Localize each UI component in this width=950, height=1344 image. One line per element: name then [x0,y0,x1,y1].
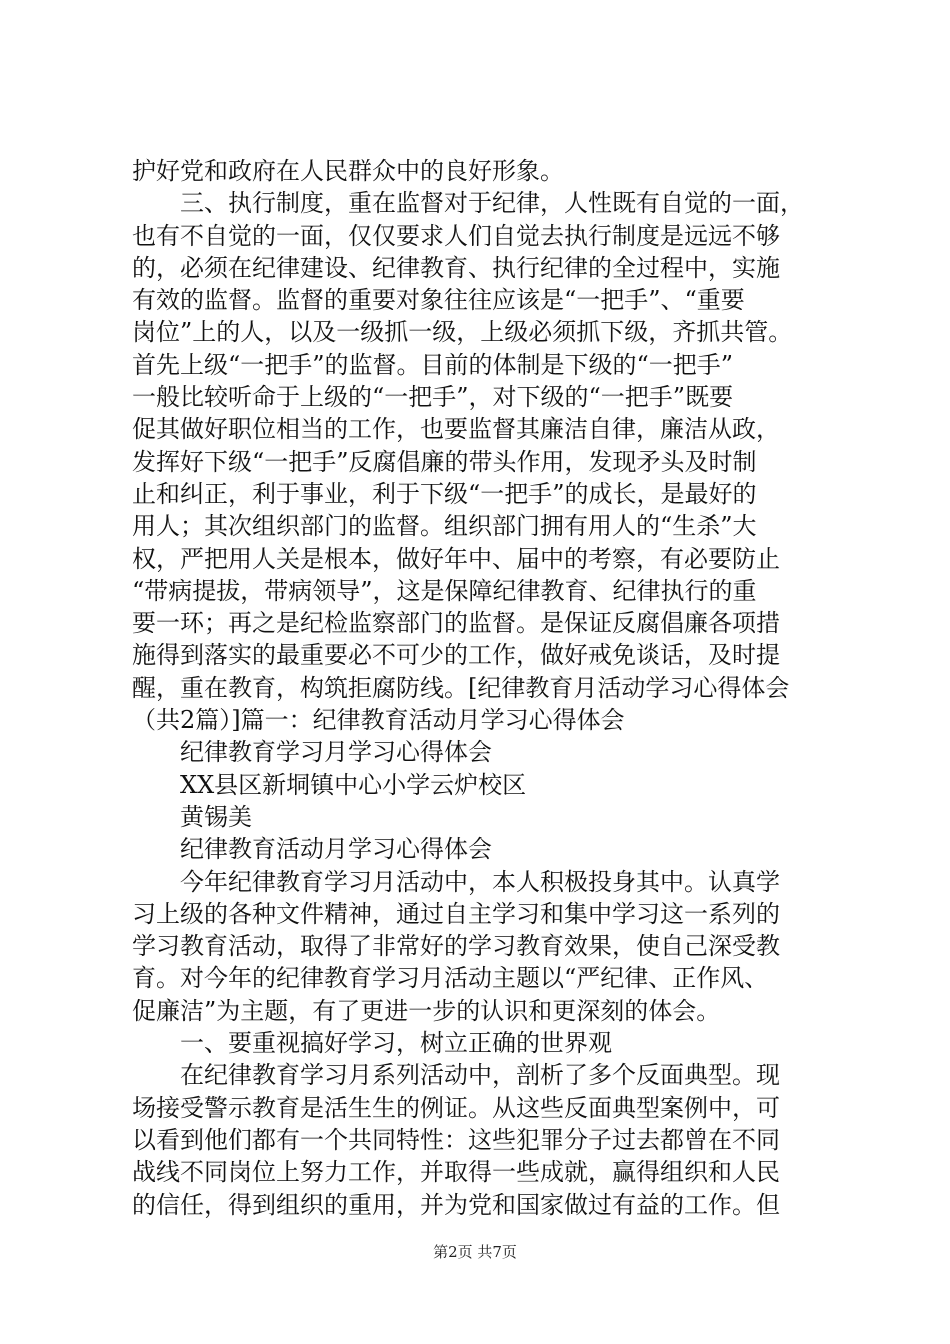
text-line: 的信任，得到组织的重用，并为党和国家做过有益的工作。但 [132,1190,780,1219]
text-line: 一般比较听命于上级的“一把手”，对下级的“一把手”既要 [132,383,734,412]
text-line: 岗位”上的人，以及一级抓一级，上级必须抓下级，齐抓共管。 [132,318,793,347]
text-line: 促廉洁”为主题，有了更进一步的认识和更深刻的体会。 [132,996,721,1025]
text-line: 三、执行制度，重在监督对于纪律，人性既有自觉的一面， [180,189,804,218]
text-line: 也有不自觉的一面，仅仅要求人们自觉去执行制度是远远不够 [132,221,780,250]
text-line: 纪律教育活动月学习心得体会 [180,835,492,864]
text-line: 在纪律教育学习月系列活动中，剖析了多个反面典型。现 [180,1061,780,1090]
text-line: 首先上级“一把手”的监督。目前的体制是下级的“一把手” [132,350,734,379]
text-line: 有效的监督。监督的重要对象往往应该是“一把手”、“重要 [132,286,745,315]
text-line: “带病提拔，带病领导”，这是保障纪律教育、纪律执行的重 [132,576,757,605]
document-body [132,155,832,1221]
text-line: 用人；其次组织部门的监督。组织部门拥有用人的“生杀”大 [132,512,757,541]
text-line: 促其做好职位相当的工作，也要监督其廉洁自律，廉洁从政， [132,415,780,444]
text-line: 施得到落实的最重要必不可少的工作，做好戒免谈话，及时提 [132,641,780,670]
text-line: 一、要重视搞好学习，树立正确的世界观 [180,1029,612,1058]
text-line: 醒，重在教育，构筑拒腐防线。[纪律教育月活动学习心得体会 [132,673,790,702]
text-line: 纪律教育学习月学习心得体会 [180,738,492,767]
text-line: 止和纠正，利于事业，利于下级“一把手”的成长，是最好的 [132,479,757,508]
text-line: 护好党和政府在人民群众中的良好形象。 [132,157,564,185]
text-line: XX县区新垌镇中心小学云炉校区 [180,770,527,799]
text-line: 战线不同岗位上努力工作，并取得一些成就，赢得组织和人民 [132,1158,780,1187]
text-line: 今年纪律教育学习月活动中，本人积极投身其中。认真学 [180,867,780,896]
text-line: 习上级的各种文件精神，通过自主学习和集中学习这一系列的 [132,899,780,928]
text-line: 学习教育活动，取得了非常好的学习教育效果，使自己深受教 [132,932,780,961]
text-line: 发挥好下级“一把手”反腐倡廉的带头作用，发现矛头及时制 [132,447,757,476]
text-line: 权，严把用人关是根本，做好年中、届中的考察，有必要防止 [132,544,780,573]
text-line: 的，必须在纪律建设、纪律教育、执行纪律的全过程中，实施 [132,253,780,282]
text-line: 育。对今年的纪律教育学习月活动主题以“严纪律、正作风、 [132,964,769,993]
text-line: 场接受警示教育是活生生的例证。从这些反面典型案例中，可 [132,1093,780,1122]
text-line: 以看到他们都有一个共同特性：这些犯罪分子过去都曾在不同 [132,1125,780,1154]
text-line: （共2篇）]篇一：纪律教育活动月学习心得体会 [132,706,625,735]
page-footer: 第2页 共7页 [433,1243,517,1261]
text-line: 黄锡美 [180,802,252,831]
text-line: 要一环；再之是纪检监察部门的监督。是保证反腐倡廉各项措 [132,609,780,638]
